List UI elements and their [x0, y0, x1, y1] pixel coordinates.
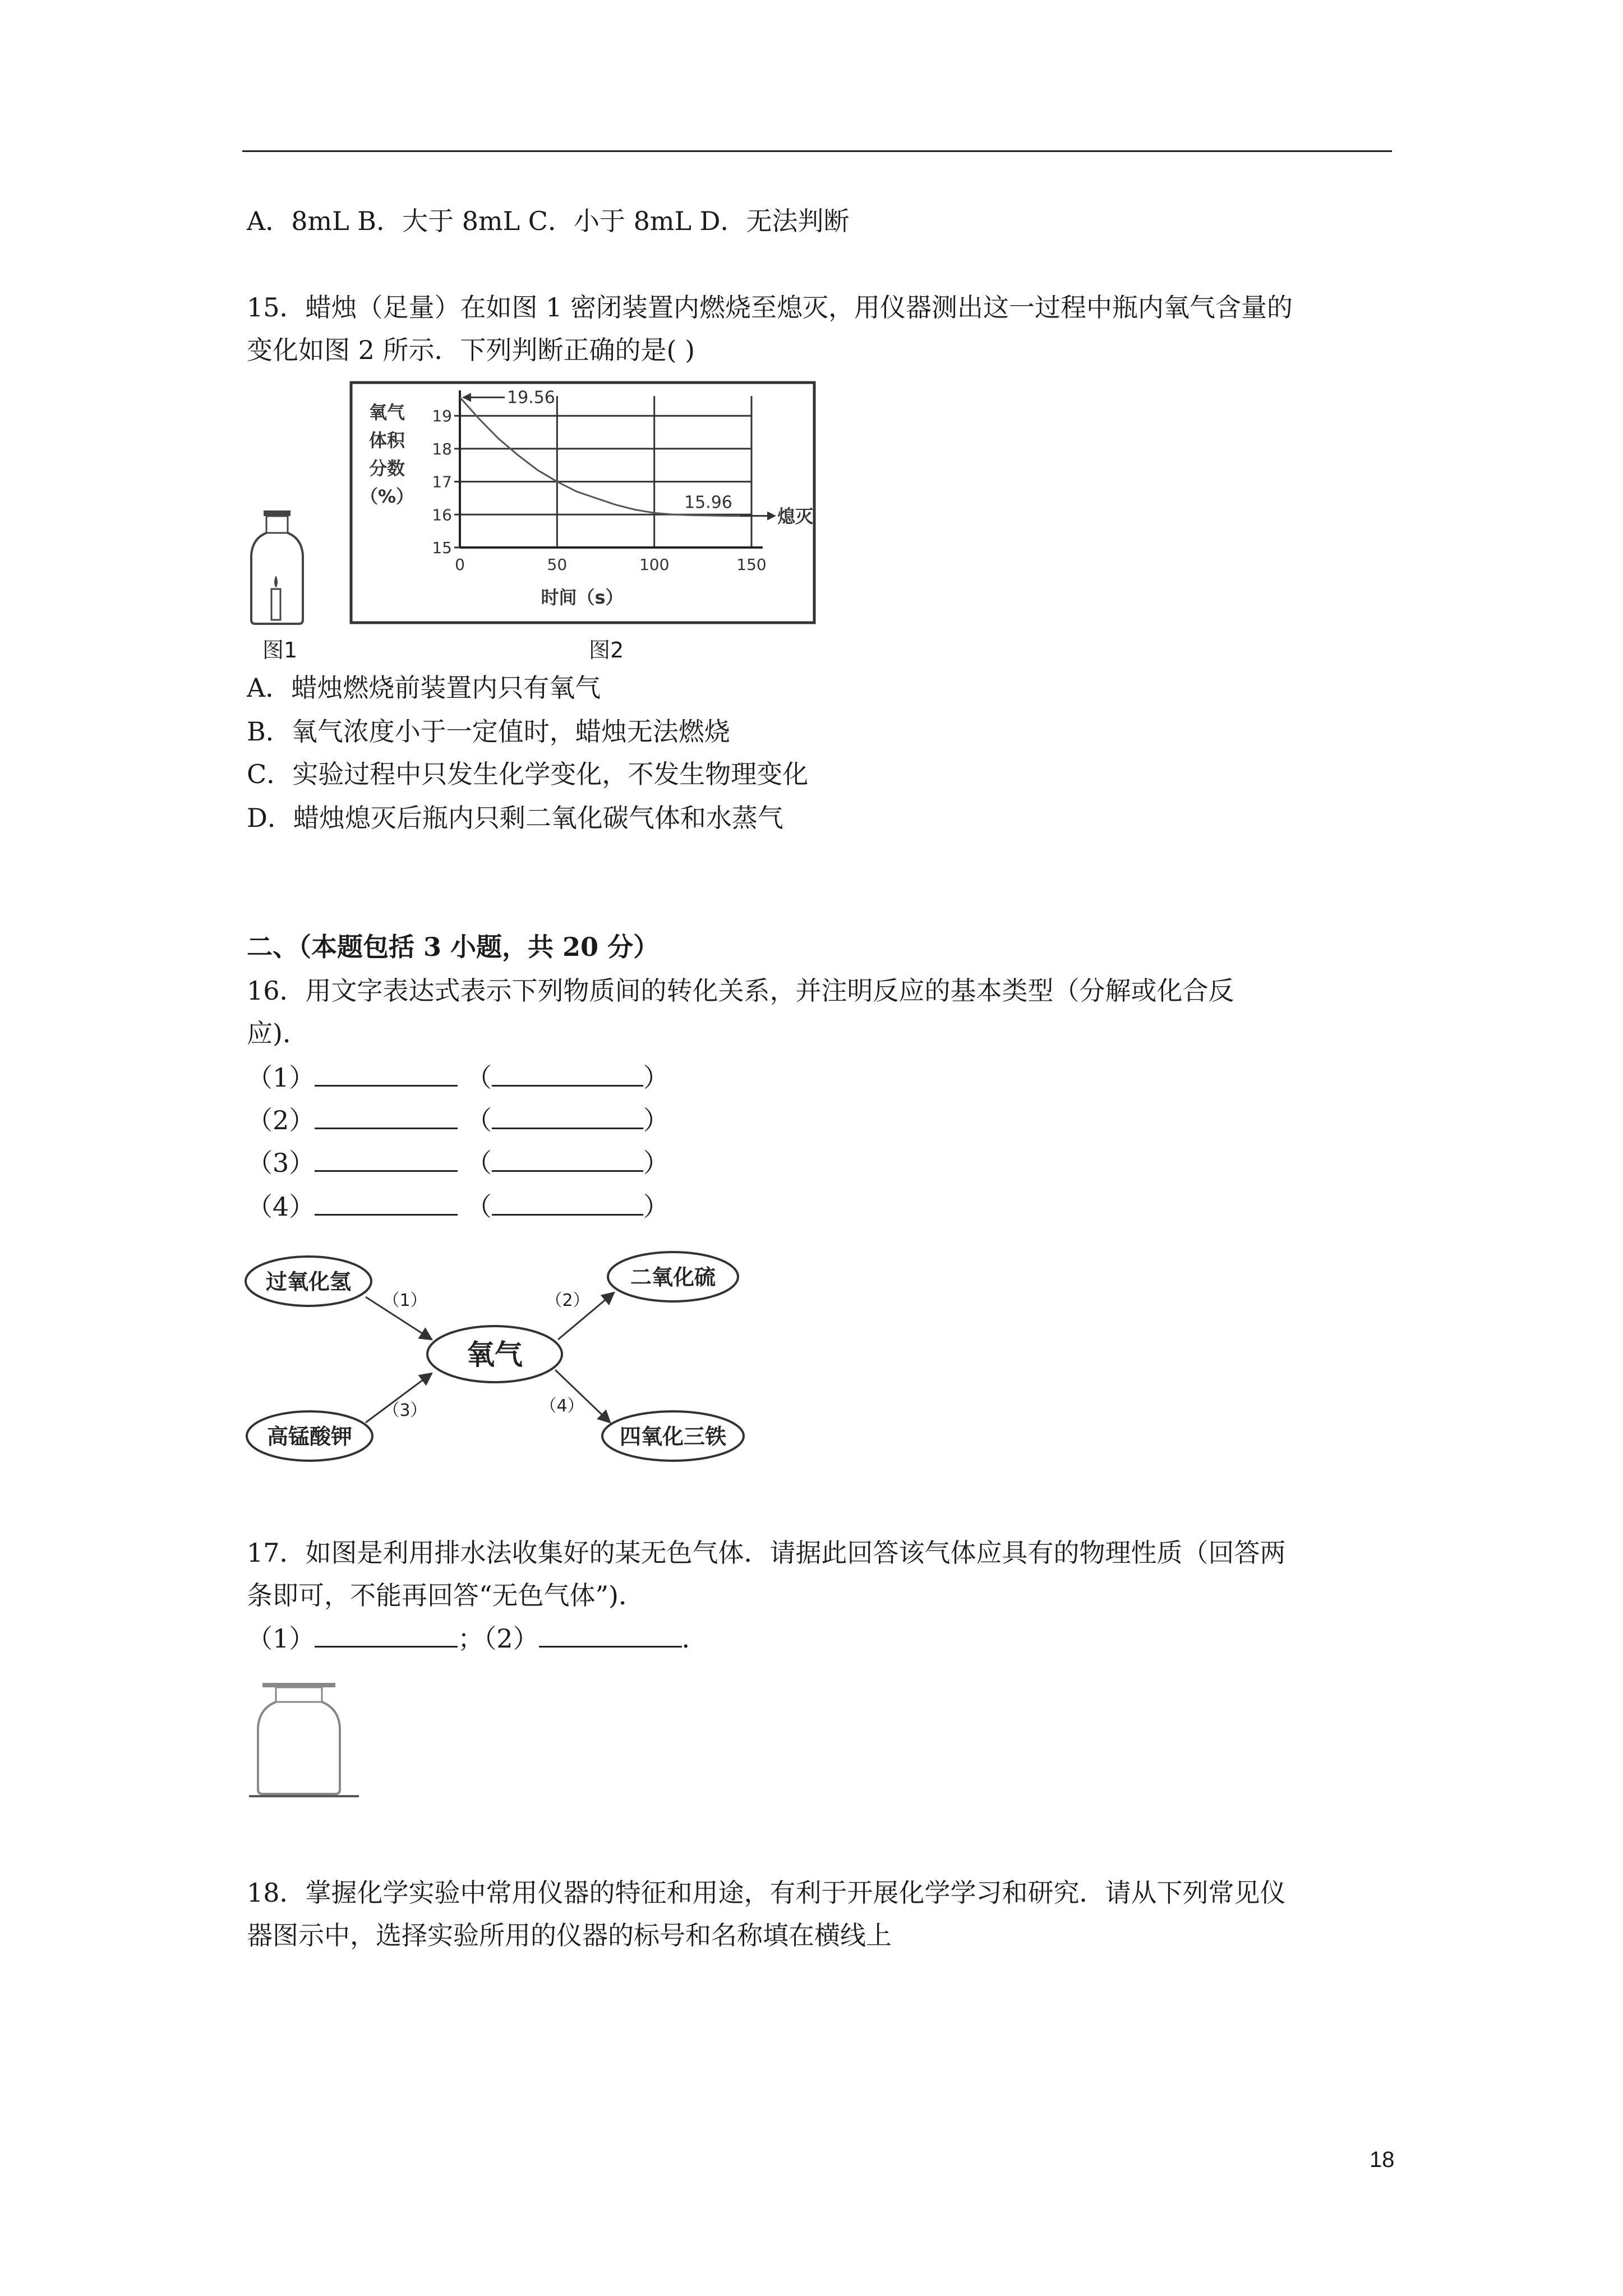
q16-conversion-diagram: [241, 1245, 757, 1481]
annotation-extinguished: 熄灭: [777, 505, 814, 527]
arrow-label-4: （4）: [540, 1396, 584, 1416]
q16-stem-line1: 16．用文字表达式表示下列物质间的转化关系，并注明反应的基本类型（分解或化合反: [247, 976, 1234, 1006]
q16-type-3[interactable]: [492, 1145, 643, 1172]
header-rule: [242, 150, 1392, 152]
q16-type-2[interactable]: [492, 1103, 643, 1129]
page-number: 18: [1370, 2147, 1395, 2172]
q17-stem-line2: 条即可，不能再回答“无色气体”)．: [247, 1580, 644, 1611]
q16-type-1[interactable]: [492, 1060, 643, 1087]
chart-ylabel-line-2: 体积: [368, 430, 405, 451]
q16-answer-4[interactable]: [315, 1189, 458, 1216]
tick-label-y-18: 18: [432, 439, 452, 458]
node-iron-oxide-label: 四氧化三铁: [619, 1424, 727, 1449]
tick-label-x-50: 50: [547, 555, 568, 574]
tick-label-y-15: 15: [432, 539, 452, 557]
q17-answer-2[interactable]: [539, 1621, 682, 1648]
section2-title: 二、（本题包括 3 小题，共 20 分）: [247, 932, 660, 962]
q16-answer-1[interactable]: [315, 1060, 458, 1087]
annotation-start-value: 19.56: [507, 388, 555, 408]
node-oxygen-label: 氧气: [467, 1338, 523, 1371]
tick-label-y-19: 19: [432, 407, 452, 426]
tick-label-x-0: 0: [455, 555, 465, 574]
chart-ylabel-line-4: （%）: [359, 486, 414, 507]
chart-ylabel-line-1: 氧气: [368, 402, 405, 423]
q15-option-d: D．蜡烛熄灭后瓶内只剩二氧化碳气体和水蒸气: [247, 803, 783, 833]
q16-blank-row-2: （2） （ ）: [247, 1103, 669, 1137]
annotation-end-value: 15.96: [684, 493, 732, 513]
arrow-label-1: （1）: [382, 1291, 427, 1310]
fig1-label: 图1: [262, 638, 298, 662]
tick-label-y-16: 16: [432, 505, 452, 524]
arrow-label-2: （2）: [545, 1291, 590, 1310]
q17-gas-bottle: [247, 1677, 393, 1812]
annotation-arrowhead-end: [767, 512, 776, 521]
q15-option-c: C．实验过程中只发生化学变化，不发生物理变化: [247, 759, 809, 789]
q16-blank-row-4: （4） （ ）: [247, 1189, 669, 1223]
node-sulfur-dioxide-label: 二氧化硫: [630, 1265, 716, 1290]
q17-answer-row: （1） ；（2） ．: [247, 1621, 708, 1655]
q16-type-4[interactable]: [492, 1189, 643, 1216]
chart-ylabel-line-3: 分数: [368, 458, 405, 479]
q16-answer-3[interactable]: [315, 1145, 458, 1172]
q17-answer-1[interactable]: [315, 1621, 458, 1648]
q15-stem-line1: 15．蜡烛（足量）在如图 1 密闭装置内燃烧至熄灭，用仪器测出这一过程中瓶内氧气含量的: [247, 292, 1293, 323]
node-hydrogen-peroxide-label: 过氧化氢: [265, 1269, 352, 1294]
arrow-label-3: （3）: [382, 1401, 427, 1420]
tick-label-y-17: 17: [432, 472, 452, 491]
q16-blank-row-1: （1） （ ）: [247, 1060, 669, 1094]
q16-blank-row-3: （3） （ ）: [247, 1145, 669, 1180]
q15-stem-line2: 变化如图 2 所示．下列判断正确的是( ): [247, 335, 695, 365]
q15-option-a: A．蜡烛燃烧前装置内只有氧气: [247, 673, 601, 703]
chart-grid: [460, 396, 751, 547]
q17-stem-line1: 17．如图是利用排水法收集好的某无色气体．请据此回答该气体应具有的物理性质（回答两: [247, 1538, 1286, 1568]
q15-option-b: B．氧气浓度小于一定值时，蜡烛无法燃烧: [247, 716, 730, 747]
chart-xlabel: 时间（s）: [541, 587, 624, 608]
chart-axes: [460, 390, 763, 547]
q18-stem-line2: 器图示中，选择实验所用的仪器的标号和名称填在横线上: [247, 1920, 892, 1950]
node-potassium-permanganate-label: 高锰酸钾: [266, 1424, 353, 1449]
q16-answer-2[interactable]: [315, 1103, 458, 1129]
fig2-oxygen-chart: [348, 379, 819, 626]
fig2-label: 图2: [589, 638, 624, 662]
q14-options: A．8mL B．大于 8mL C．小于 8mL D．无法判断: [247, 206, 850, 236]
q18-stem-line1: 18．掌握化学实验中常用仪器的特征和用途，有利于开展化学学习和研究．请从下列常见仪: [247, 1878, 1286, 1908]
q16-stem-line2: 应)．: [247, 1018, 308, 1048]
tick-label-x-150: 150: [736, 555, 767, 574]
tick-label-x-100: 100: [639, 555, 670, 574]
